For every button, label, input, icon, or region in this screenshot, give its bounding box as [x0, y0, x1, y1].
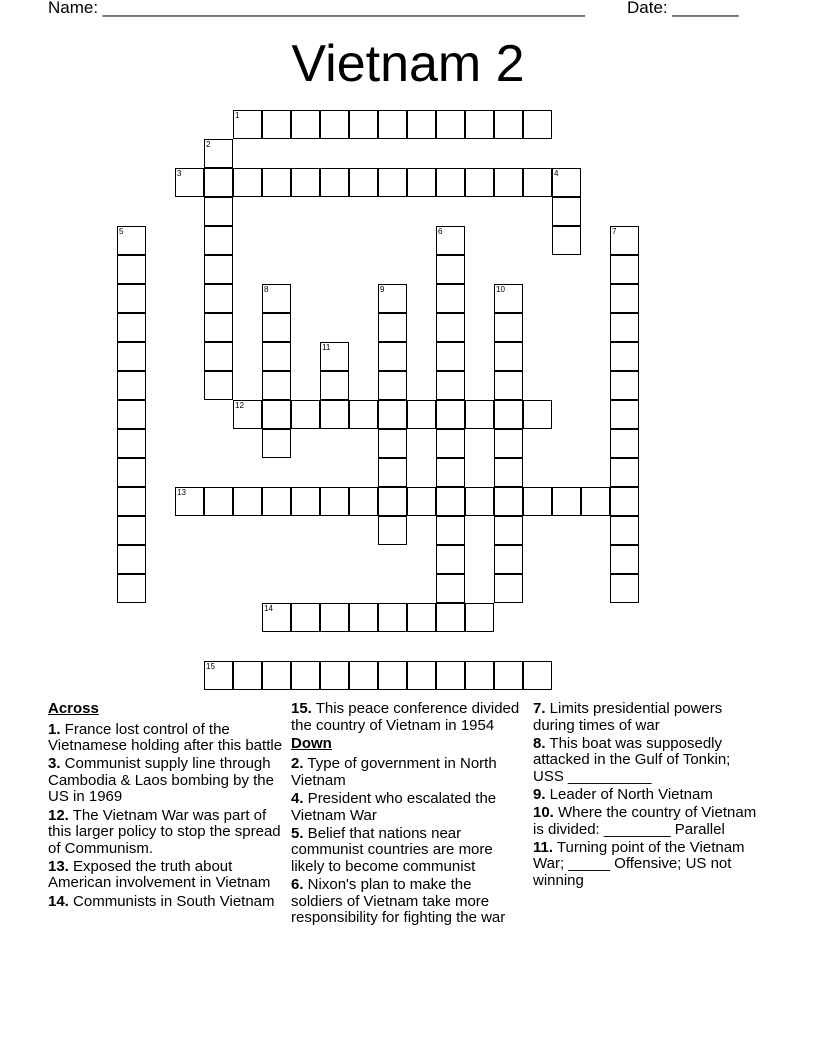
grid-cell[interactable] — [204, 284, 233, 313]
grid-cell[interactable] — [552, 197, 581, 226]
grid-cell[interactable] — [378, 400, 407, 429]
clue-number-label: 14. — [48, 892, 69, 910]
grid-cell[interactable] — [233, 168, 262, 197]
grid-cell[interactable] — [378, 603, 407, 632]
grid-cell[interactable] — [204, 342, 233, 371]
grid-cell[interactable] — [494, 371, 523, 400]
grid-cell[interactable] — [581, 487, 610, 516]
grid-cell[interactable] — [291, 110, 320, 139]
clue-number: 5 — [119, 227, 124, 236]
clue-text: Type of government in North Vietnam — [291, 755, 497, 789]
clue — [291, 701, 523, 734]
clue-text: Belief that nations near communist countries are more likely to become communist — [291, 824, 493, 875]
grid-cell[interactable] — [320, 168, 349, 197]
grid-cell[interactable] — [436, 342, 465, 371]
clue-number: 9 — [380, 285, 385, 294]
clue-text: Exposed the truth about American involvement in Vietnam — [48, 857, 271, 892]
grid-cell[interactable] — [378, 168, 407, 197]
grid-cell[interactable] — [320, 487, 349, 516]
grid-cell[interactable] — [465, 168, 494, 197]
clue-text: This peace conference divided the country of Vietnam in 1954 — [291, 700, 520, 734]
clue-text: Communist supply line through Cambodia & Laos bombing by the US in 1969 — [48, 755, 274, 806]
grid-cell[interactable] — [465, 110, 494, 139]
grid-cell[interactable] — [436, 574, 465, 603]
grid-cell[interactable] — [262, 603, 291, 632]
clue — [533, 736, 761, 786]
grid-cell[interactable] — [204, 226, 233, 255]
clue — [291, 756, 523, 789]
grid-cell[interactable] — [494, 168, 523, 197]
grid-cell[interactable] — [349, 110, 378, 139]
grid-cell[interactable] — [291, 487, 320, 516]
grid-cell[interactable] — [175, 487, 204, 516]
grid-cell[interactable] — [262, 342, 291, 371]
grid-cell[interactable] — [610, 371, 639, 400]
clue — [48, 722, 284, 755]
grid-cell[interactable] — [378, 429, 407, 458]
clue-text: Turning point of the Vietnam War; _____ Offensive; US not winning — [533, 838, 745, 889]
clue-number: 13 — [177, 488, 186, 497]
grid-cell[interactable] — [320, 661, 349, 690]
across-heading: Across — [48, 700, 99, 717]
grid-cell[interactable] — [407, 168, 436, 197]
grid-cell[interactable] — [233, 661, 262, 690]
grid-cell[interactable] — [552, 487, 581, 516]
grid-cell[interactable] — [610, 458, 639, 487]
grid-cell[interactable] — [523, 168, 552, 197]
grid-cell[interactable] — [494, 429, 523, 458]
grid-cell[interactable] — [175, 168, 204, 197]
clue-text: This boat was supposedly attacked in the Gulf of Tonkin; USS __________ — [533, 734, 731, 785]
grid-cell[interactable] — [494, 458, 523, 487]
clue-number: 8 — [264, 285, 269, 294]
grid-cell[interactable] — [233, 487, 262, 516]
grid-cell[interactable] — [523, 110, 552, 139]
clue-number: 1 — [235, 111, 240, 120]
grid-cell[interactable] — [349, 661, 378, 690]
grid-cell[interactable] — [117, 371, 146, 400]
clue — [48, 756, 284, 806]
grid-cell[interactable] — [378, 313, 407, 342]
grid-cell[interactable] — [349, 487, 378, 516]
clue — [533, 805, 761, 838]
grid-cell[interactable] — [204, 197, 233, 226]
clue-number-label: 4. — [291, 789, 304, 807]
clue-number-label: 3. — [48, 755, 61, 773]
grid-cell[interactable] — [204, 313, 233, 342]
grid-cell[interactable] — [407, 110, 436, 139]
grid-cell[interactable] — [117, 545, 146, 574]
clue-text: Communists in South Vietnam — [68, 892, 275, 910]
grid-cell[interactable] — [204, 487, 233, 516]
grid-cell[interactable] — [436, 226, 465, 255]
clue-number-label: 6. — [291, 875, 304, 893]
clue — [533, 787, 761, 804]
grid-cell[interactable] — [610, 429, 639, 458]
grid-cell[interactable] — [552, 168, 581, 197]
grid-cell[interactable] — [523, 661, 552, 690]
grid-cell[interactable] — [610, 487, 639, 516]
grid-cell[interactable] — [378, 458, 407, 487]
grid-cell[interactable] — [436, 429, 465, 458]
clue — [533, 701, 761, 734]
grid-cell[interactable] — [407, 661, 436, 690]
clue-number-label: 11. — [533, 838, 554, 856]
clue-number-label: 5. — [291, 824, 304, 842]
clue-number: 10 — [496, 285, 505, 294]
clue-number: 6 — [438, 227, 443, 236]
grid-cell[interactable] — [117, 516, 146, 545]
grid-cell[interactable] — [262, 429, 291, 458]
grid-cell[interactable] — [436, 661, 465, 690]
grid-cell[interactable] — [494, 516, 523, 545]
grid-cell[interactable] — [117, 574, 146, 603]
clue-number: 7 — [612, 227, 617, 236]
grid-cell[interactable] — [436, 168, 465, 197]
clue — [48, 808, 284, 858]
clue-number: 12 — [235, 401, 244, 410]
clues-column-2 — [291, 701, 523, 928]
grid-cell[interactable] — [436, 313, 465, 342]
grid-cell[interactable] — [378, 110, 407, 139]
grid-cell[interactable] — [262, 313, 291, 342]
clue-number-label: 13. — [48, 857, 69, 875]
grid-cell[interactable] — [494, 400, 523, 429]
grid-cell[interactable] — [320, 342, 349, 371]
clue — [291, 877, 523, 927]
clue-text: Where the country of Vietnam is divided: ________ Parallel — [533, 804, 757, 838]
clue-number-label: 9. — [533, 785, 546, 803]
clue-number-label: 10. — [533, 804, 554, 822]
grid-cell[interactable] — [465, 603, 494, 632]
grid-cell[interactable] — [436, 545, 465, 574]
grid-cell[interactable] — [320, 371, 349, 400]
grid-cell[interactable] — [610, 574, 639, 603]
grid-cell[interactable] — [407, 603, 436, 632]
grid-cell[interactable] — [494, 574, 523, 603]
clue-text: Limits presidential powers during times of war — [533, 700, 723, 734]
clue-text: Nixon's plan to make the soldiers of Vietnam take more responsibility for fighting the war — [291, 875, 506, 927]
clues-column-3 — [533, 701, 761, 891]
grid-cell[interactable] — [465, 487, 494, 516]
grid-cell[interactable] — [117, 284, 146, 313]
grid-cell[interactable] — [494, 284, 523, 313]
grid-cell[interactable] — [262, 371, 291, 400]
grid-cell[interactable] — [552, 226, 581, 255]
grid-cell[interactable] — [610, 284, 639, 313]
grid-cell[interactable] — [494, 342, 523, 371]
grid-cell[interactable] — [494, 487, 523, 516]
grid-cell[interactable] — [262, 400, 291, 429]
grid-cell[interactable] — [378, 342, 407, 371]
grid-cell[interactable] — [610, 313, 639, 342]
grid-cell[interactable] — [494, 110, 523, 139]
grid-cell[interactable] — [291, 603, 320, 632]
grid-cell[interactable] — [117, 400, 146, 429]
grid-cell[interactable] — [378, 516, 407, 545]
grid-cell[interactable] — [407, 487, 436, 516]
grid-cell[interactable] — [436, 458, 465, 487]
grid-cell[interactable] — [320, 400, 349, 429]
clue — [291, 826, 523, 876]
clue-number-label: 2. — [291, 755, 304, 773]
down-heading: Down — [291, 734, 332, 752]
clue-text: The Vietnam War was part of this larger policy to stop the spread of Communism. — [48, 806, 281, 857]
grid-cell[interactable] — [204, 168, 233, 197]
grid-cell[interactable] — [204, 255, 233, 284]
clue-number-label: 12. — [48, 806, 69, 824]
grid-cell[interactable] — [436, 110, 465, 139]
grid-cell[interactable] — [117, 313, 146, 342]
clue-number: 3 — [177, 169, 182, 178]
clue-text: France lost control of the Vietnamese holding after this battle — [48, 720, 283, 755]
grid-cell[interactable] — [610, 516, 639, 545]
clue-text: President who escalated the Vietnam War — [291, 789, 497, 824]
grid-cell[interactable] — [610, 400, 639, 429]
clue-text: Leader of North Vietnam — [545, 785, 713, 803]
grid-cell[interactable] — [320, 110, 349, 139]
grid-cell[interactable] — [349, 400, 378, 429]
grid-cell[interactable] — [117, 226, 146, 255]
grid-cell[interactable] — [291, 400, 320, 429]
grid-cell[interactable] — [494, 313, 523, 342]
grid-cell[interactable] — [117, 487, 146, 516]
clue-number-label: 1. — [48, 720, 61, 738]
grid-cell[interactable] — [436, 400, 465, 429]
grid-cell[interactable] — [436, 284, 465, 313]
clue — [48, 859, 284, 892]
grid-cell[interactable] — [436, 516, 465, 545]
grid-cell[interactable] — [262, 487, 291, 516]
grid-cell[interactable] — [320, 603, 349, 632]
grid-cell[interactable] — [262, 661, 291, 690]
grid-cell[interactable] — [407, 400, 436, 429]
clue — [48, 894, 284, 911]
grid-cell[interactable] — [523, 400, 552, 429]
grid-cell[interactable] — [349, 603, 378, 632]
grid-cell[interactable] — [523, 487, 552, 516]
grid-cell[interactable] — [117, 255, 146, 284]
grid-cell[interactable] — [494, 661, 523, 690]
grid-cell[interactable] — [465, 400, 494, 429]
grid-cell[interactable] — [436, 603, 465, 632]
grid-cell[interactable] — [349, 168, 378, 197]
grid-cell[interactable] — [233, 400, 262, 429]
grid-cell[interactable] — [378, 487, 407, 516]
grid-cell[interactable] — [378, 371, 407, 400]
grid-cell[interactable] — [610, 255, 639, 284]
name-field[interactable]: Name: ___________________________________________________ — [48, 0, 585, 17]
grid-cell[interactable] — [262, 168, 291, 197]
grid-cell[interactable] — [436, 255, 465, 284]
grid-cell[interactable] — [436, 487, 465, 516]
clue — [533, 840, 761, 890]
clue-number-label: 15. — [291, 700, 312, 717]
grid-cell[interactable] — [233, 110, 262, 139]
puzzle-title: Vietnam 2 — [291, 35, 525, 93]
grid-cell[interactable] — [610, 342, 639, 371]
grid-cell[interactable] — [465, 661, 494, 690]
grid-cell[interactable] — [204, 139, 233, 168]
grid-cell[interactable] — [291, 661, 320, 690]
grid-cell[interactable] — [291, 168, 320, 197]
grid-cell[interactable] — [204, 371, 233, 400]
date-field[interactable]: Date: _______ — [627, 0, 739, 17]
grid-cell[interactable] — [436, 371, 465, 400]
clue-number: 14 — [264, 604, 273, 613]
clue-number: 15 — [206, 662, 215, 671]
clues-column-1 — [48, 701, 284, 912]
grid-cell[interactable] — [117, 458, 146, 487]
grid-cell[interactable] — [262, 110, 291, 139]
clue-number: 4 — [554, 169, 559, 178]
clue-number: 2 — [206, 140, 211, 149]
grid-cell[interactable] — [610, 226, 639, 255]
grid-cell[interactable] — [117, 429, 146, 458]
grid-cell[interactable] — [204, 661, 233, 690]
grid-cell[interactable] — [610, 545, 639, 574]
clue-number: 11 — [322, 343, 331, 352]
clue-number-label: 7. — [533, 700, 546, 717]
grid-cell[interactable] — [378, 661, 407, 690]
grid-cell[interactable] — [117, 342, 146, 371]
clue — [291, 791, 523, 824]
grid-cell[interactable] — [378, 284, 407, 313]
grid-cell[interactable] — [262, 284, 291, 313]
clue-number-label: 8. — [533, 734, 546, 752]
grid-cell[interactable] — [494, 545, 523, 574]
